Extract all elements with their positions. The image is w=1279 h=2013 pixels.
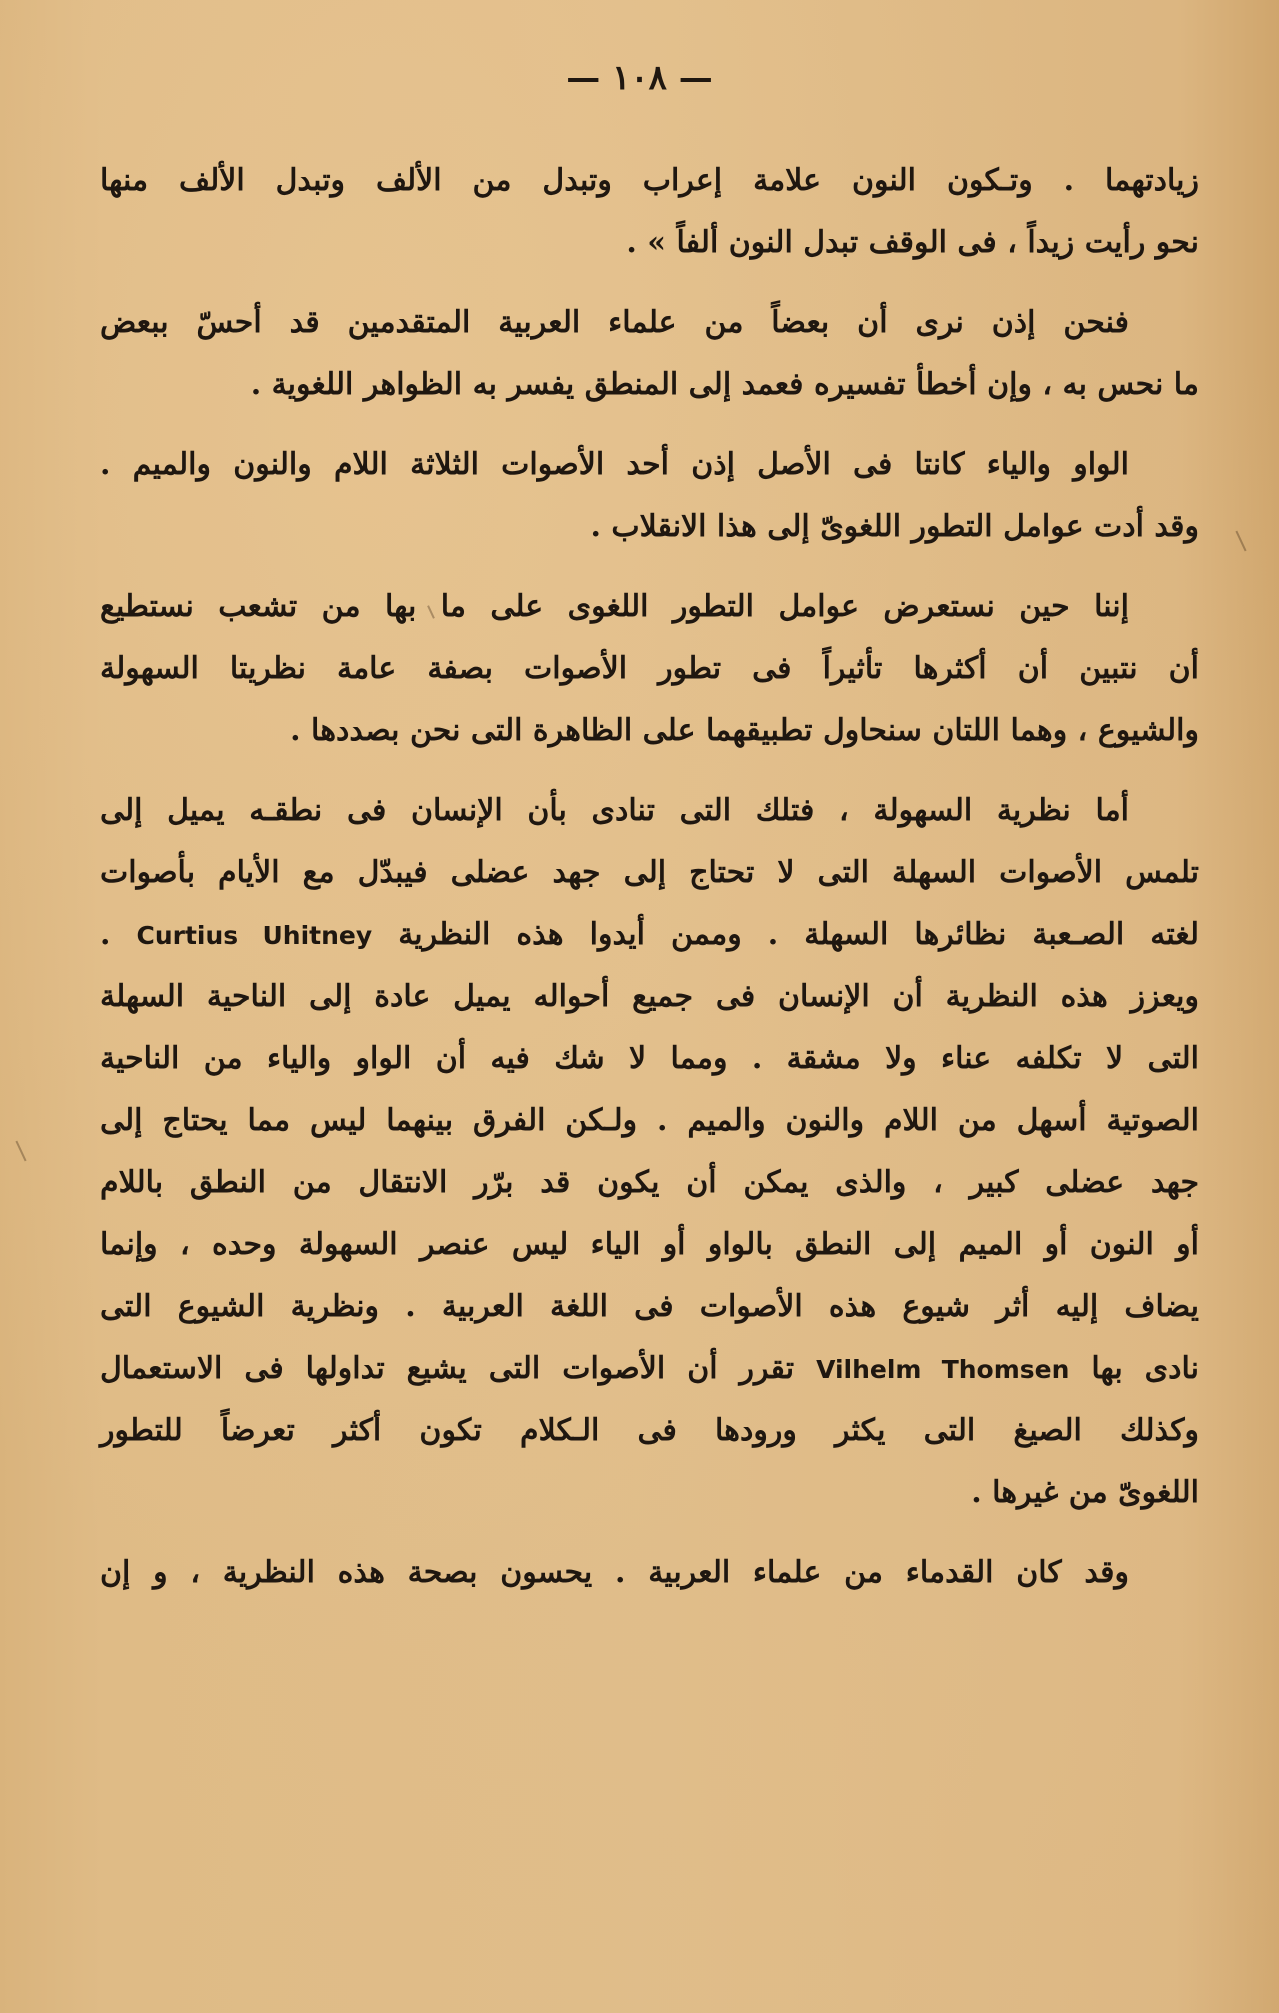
text-line: التى لا تكلفه عناء ولا مشقة . ومما لا شك فيه أن الواو والياء من الناحية	[100, 1041, 1199, 1076]
paragraph-4	[100, 576, 1199, 762]
text-line: أو النون أو الميم إلى النطق بالواو أو الياء ليس عنصر السهولة وحده ، وإنما	[100, 1227, 1199, 1262]
scan-speck	[15, 1141, 26, 1162]
text-segment: نادى بها	[1091, 1351, 1200, 1386]
text-line: ويعزز هذه النظرية أن الإنسان فى جميع أحواله يميل عادة إلى الناحية السهلة	[100, 979, 1199, 1014]
text-line: وقد كان القدماء من علماء العربية . يحسون بصحة هذه النظرية ، و إن	[100, 1555, 1129, 1590]
text-line: زيادتهما . وتـكون النون علامة إعراب وتبدل من الألف وتبدل الألف منها	[100, 163, 1199, 198]
text-line: أما نظرية السهولة ، فتلك التى تنادى بأن الإنسان فى نطقـه يميل إلى	[100, 793, 1129, 828]
text-line: وكذلك الصيغ التى يكثر ورودها فى الـكلام تكون أكثر تعرضاً للتطور	[100, 1413, 1199, 1448]
end-period: .	[100, 917, 111, 952]
text-line: فنحن إذن نرى أن بعضاً من علماء العربية المتقدمين قد أحسّ ببعض	[100, 305, 1129, 340]
text-line: الواو والياء كانتا فى الأصل إذن أحد الأصوات الثلاثة اللام والنون والميم .	[100, 447, 1129, 482]
text-line: ما نحس به ، وإن أخطأ تفسيره فعمد إلى المنطق يفسر به الظواهر اللغوية .	[250, 367, 1199, 402]
text-line: يضاف إليه أثر شيوع هذه الأصوات فى اللغة العربية . ونظرية الشيوع التى	[100, 1289, 1199, 1324]
paragraph-5	[100, 780, 1199, 1524]
text-line: أن نتبين أن أكثرها تأثيراً فى تطور الأصوات بصفة عامة نظريتا السهولة	[100, 651, 1199, 686]
text-line: إننا حين نستعرض عوامل التطور اللغوى على ما بها من تشعب نستطيع	[100, 589, 1129, 624]
text-line: تلمس الأصوات السهلة التى لا تحتاج إلى جهد عضلى فيبدّل مع الأيام بأصوات	[100, 855, 1199, 890]
paragraph-6	[100, 1542, 1199, 1604]
name-vilhelm-thomsen: Vilhelm Thomsen	[816, 1355, 1070, 1384]
text-line: وقد أدت عوامل التطور اللغوىّ إلى هذا الانقلاب .	[590, 509, 1199, 544]
page-number: — ١٠٨ —	[566, 58, 713, 98]
text-line: اللغوىّ من غيرها .	[971, 1475, 1199, 1510]
text-line: الصوتية أسهل من اللام والنون والميم . ولـكن الفرق بينهما ليس مما يحتاج إلى	[100, 1103, 1199, 1138]
scan-speck	[1235, 531, 1246, 552]
page-body	[100, 150, 1199, 1604]
text-segment: لغته الصـعبة نظائرها السهلة . وممن أيدوا هذه النظرية	[398, 917, 1199, 952]
text-line	[100, 1338, 1199, 1400]
paragraph-1	[100, 150, 1199, 274]
paragraph-3	[100, 434, 1199, 558]
text-line: جهد عضلى كبير ، والذى يمكن أن يكون قد برّر الانتقال من النطق باللام	[100, 1165, 1199, 1200]
text-line	[100, 904, 1199, 966]
text-line: والشيوع ، وهما اللتان سنحاول تطبيقهما على الظاهرة التى نحن بصددها .	[290, 713, 1199, 748]
text-segment: تقرر أن الأصوات التى يشيع تداولها فى الاستعمال	[100, 1351, 795, 1386]
paragraph-2	[100, 292, 1199, 416]
text-line: نحو رأيت زيداً ، فى الوقف تبدل النون ألفاً » .	[626, 225, 1199, 260]
name-curtius-uhitney: Curtius Uhitney	[136, 921, 373, 950]
